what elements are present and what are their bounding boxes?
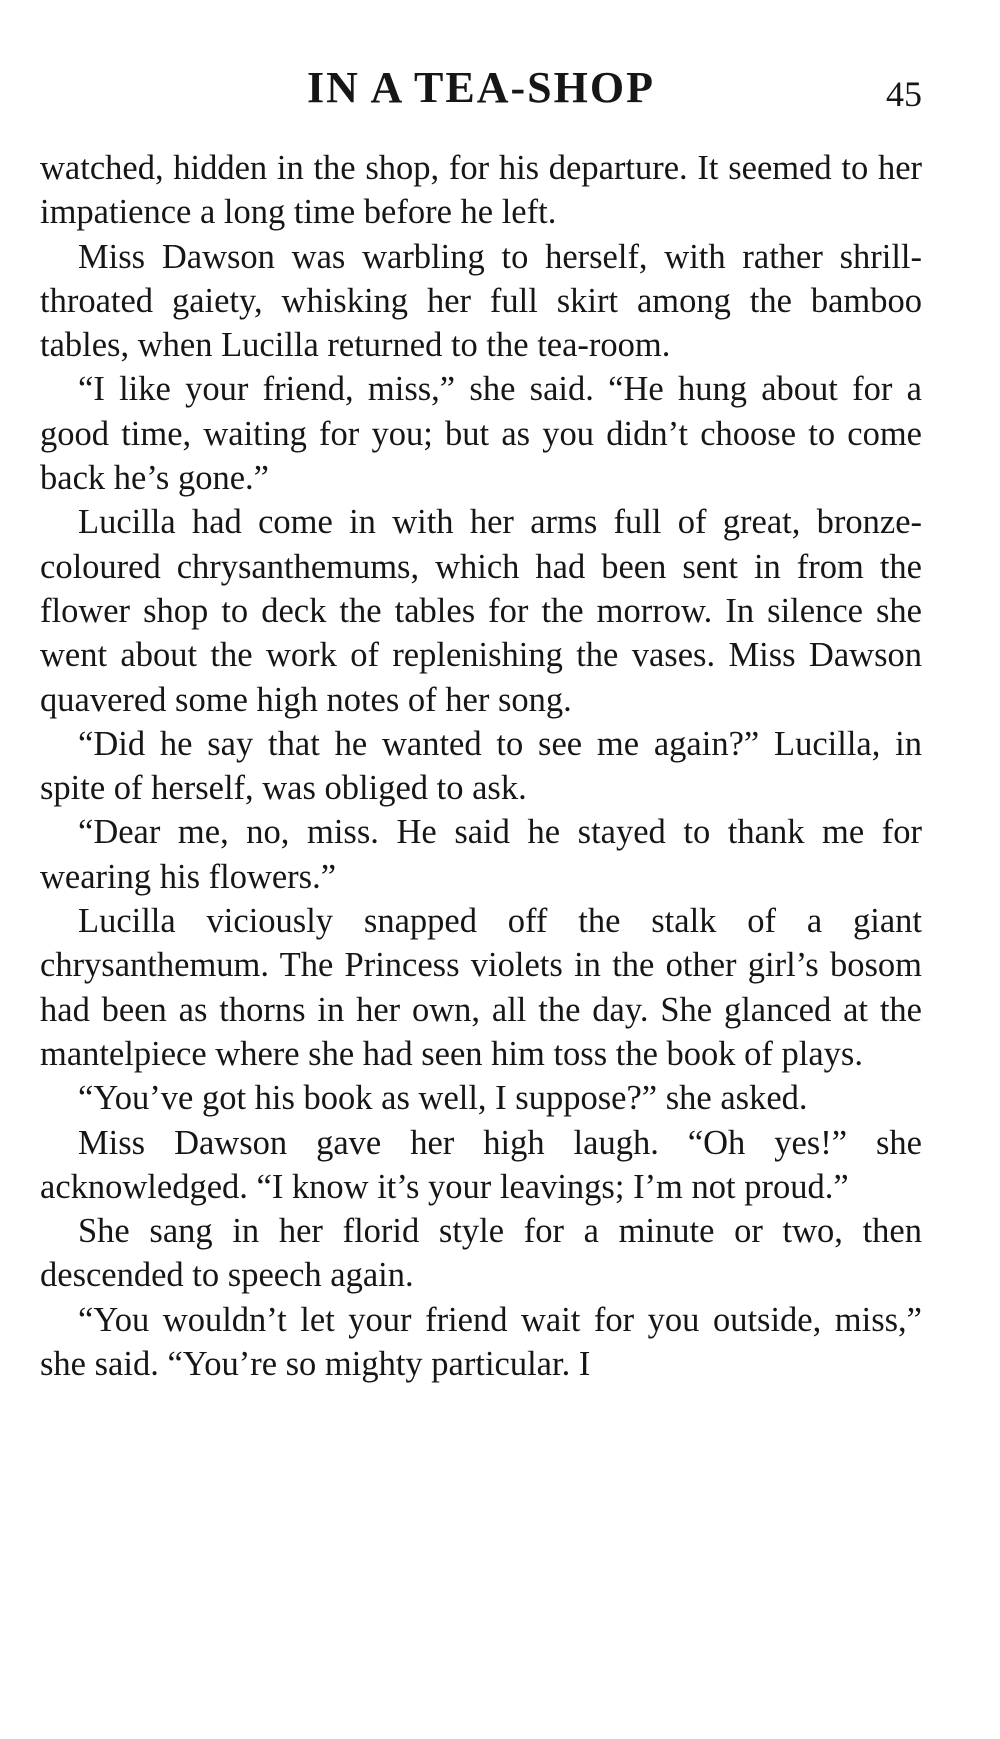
- paragraph: “I like your friend, miss,” she said. “He hung about for a good time, waiting for you; but as you didn’t choose to come back he’s gone.”: [40, 370, 922, 498]
- page-header: [40, 58, 922, 118]
- page-number: 45: [886, 74, 922, 114]
- paragraph: “Did he say that he wanted to see me again?” Lucilla, in spite of herself, was obliged to ask.: [40, 724, 922, 808]
- paragraph: Miss Dawson was warbling to herself, with rather shrill-throated gaiety, whisking her full skirt among the bamboo tables, when Lucilla returned to the tea-room.: [40, 237, 922, 365]
- body-text: [40, 146, 922, 1386]
- paragraph: “You wouldn’t let your friend wait for you outside, miss,” she said. “You’re so mighty particular. I: [40, 1300, 922, 1384]
- paragraph: “You’ve got his book as well, I suppose?” she asked.: [78, 1079, 808, 1118]
- paragraph: Miss Dawson gave her high laugh. “Oh yes!” she acknowledged. “I know it’s your leavings; I’m not proud.”: [40, 1123, 922, 1206]
- paragraph: She sang in her florid style for a minute or two, then descended to speech again.: [40, 1212, 922, 1295]
- running-title: IN A TEA-SHOP: [307, 63, 655, 112]
- paragraph: “Dear me, no, miss. He said he stayed to thank me for wearing his flowers.”: [40, 813, 922, 896]
- paragraph: watched, hidden in the shop, for his departure. It seemed to her impatience a long time before he left.: [40, 149, 922, 232]
- paragraph: Lucilla viciously snapped off the stalk of a giant chrysanthemum. The Princess violets in the other girl’s bosom had been as thorns in her own, all the day. She glanced at the mantelpiece where she had seen him toss the book of plays.: [40, 902, 922, 1073]
- paragraph: Lucilla had come in with her arms full of great, bronze-coloured chrysanthemums, which had been sent in from the flower shop to deck the tables for the morrow. In silence she went about the work of replenishing the vases. Miss Dawson quavered some high notes of her song.: [40, 503, 922, 719]
